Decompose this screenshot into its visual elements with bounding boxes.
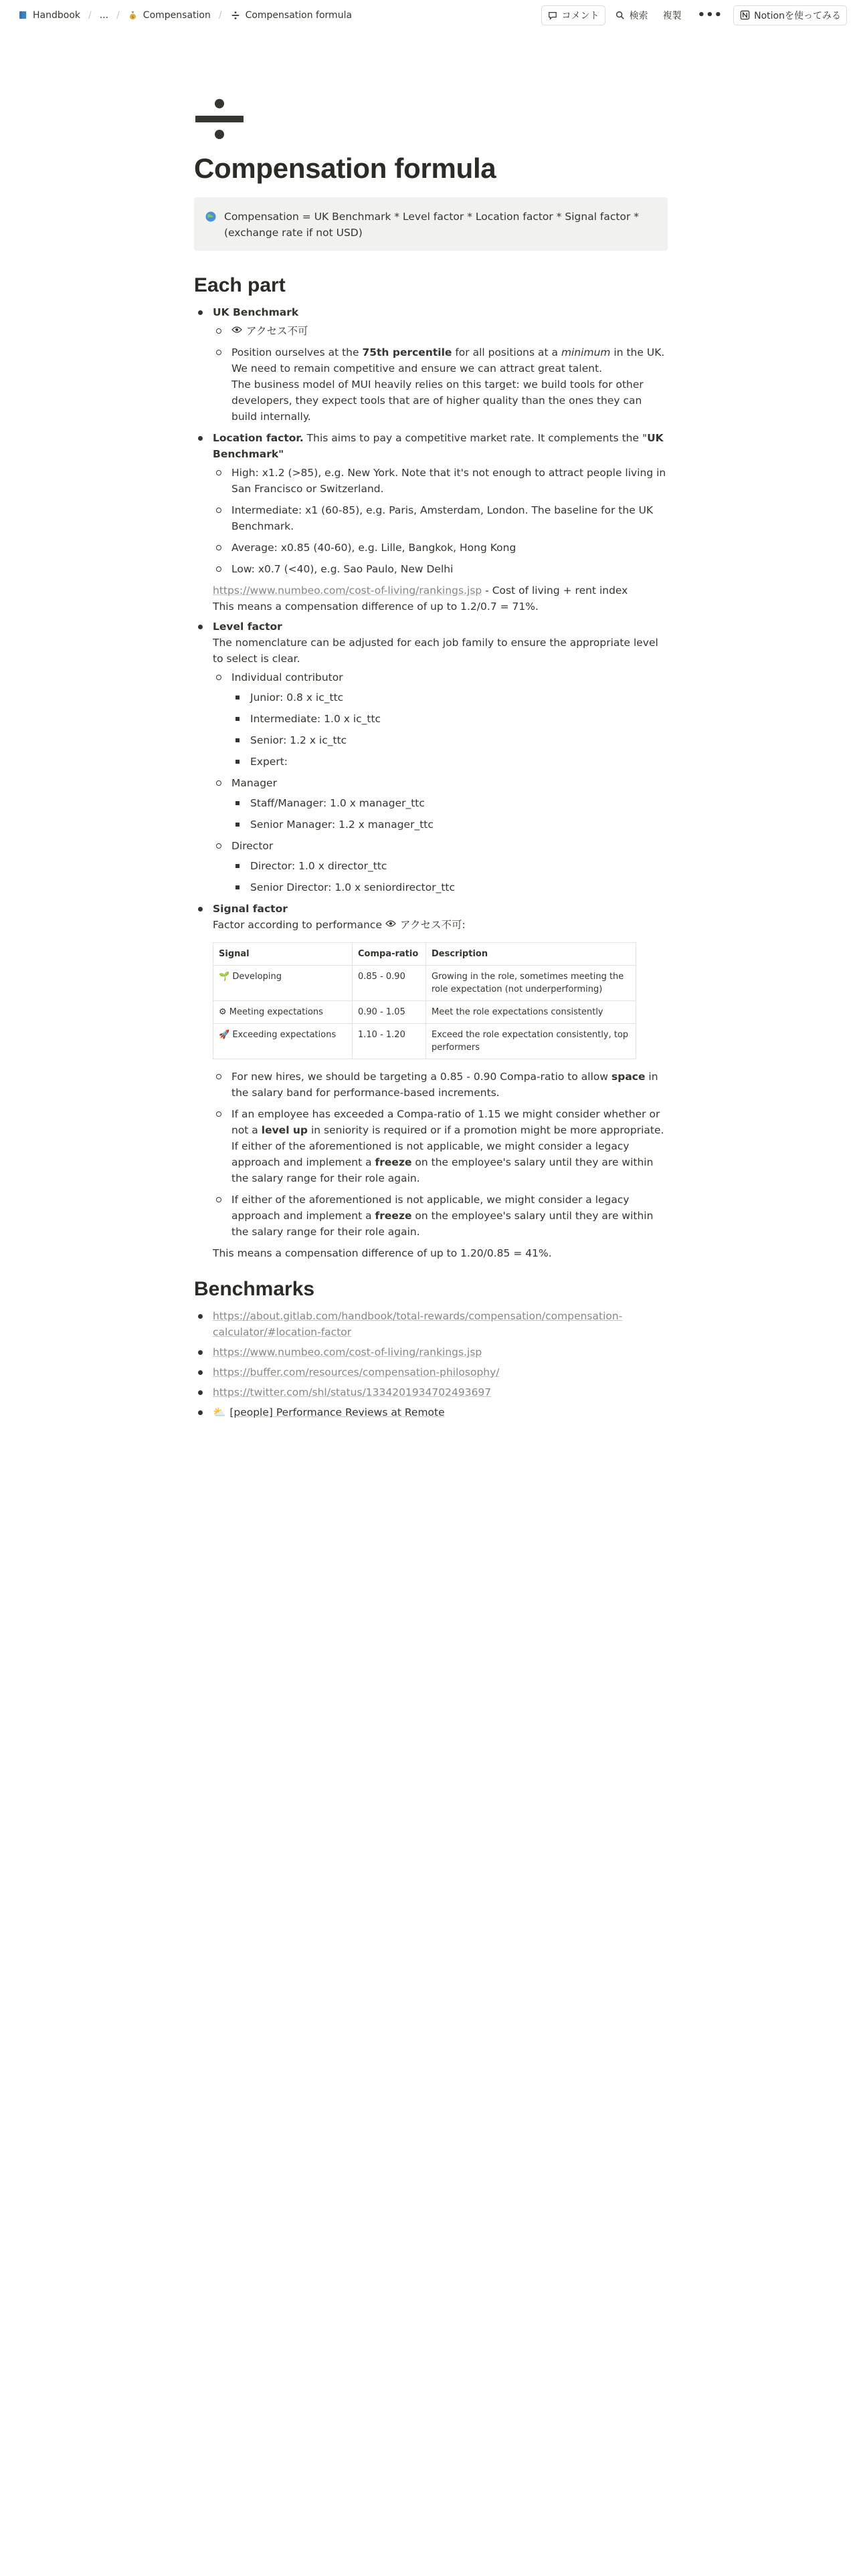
manager-sublist: [231, 795, 668, 833]
signal-factor-sublist: [213, 1069, 668, 1240]
list-item: Director: 1.0 x director_ttc: [231, 858, 668, 874]
breadcrumb-item-current[interactable]: [226, 7, 356, 23]
list-item: [213, 1069, 668, 1101]
breadcrumb-item-ellipsis[interactable]: [96, 7, 112, 23]
table-cell: 0.90 - 1.05: [353, 1001, 426, 1024]
try-notion-label: Notionを使ってみる: [754, 10, 841, 21]
text: for all positions at a: [452, 346, 561, 358]
signal-factor-description: [213, 917, 668, 933]
try-notion-button[interactable]: [733, 5, 847, 25]
text: on the employee's salary until they are within the salary range for their role again.: [231, 1156, 654, 1184]
list-item-level-factor: [194, 619, 668, 895]
breadcrumb-separator: /: [218, 9, 222, 21]
page-mention[interactable]: [213, 1404, 445, 1420]
list-item: Expert:: [231, 754, 668, 770]
text: If an employee has exceeded a Compa-ratio of 1.15 we might consider whether or not a: [231, 1108, 660, 1136]
benchmark-link[interactable]: https://about.gitlab.com/handbook/total-rewards/compensation/compensation-calculator/#location-factor: [213, 1310, 623, 1338]
no-access-mention[interactable]: [385, 917, 466, 933]
text: This aims to pay a competitive market rate. It complements the ": [303, 432, 648, 444]
heading-each-part: Each part: [194, 274, 286, 296]
manager-label: Manager: [231, 777, 277, 789]
breadcrumb-item-compensation[interactable]: [124, 7, 215, 23]
text: If either of the aforementioned is not applicable, we might consider a legacy approach and implement a: [231, 1194, 630, 1222]
list-item: [194, 1384, 668, 1400]
search-icon: [615, 10, 626, 21]
list-item: [194, 1308, 668, 1340]
table-header: Signal: [213, 943, 353, 966]
text: For new hires, we should be targeting a 0.85 - 0.90 Compa-ratio to allow: [231, 1071, 611, 1083]
benchmarks-list: [194, 1308, 668, 1420]
duplicate-label: 複製: [662, 10, 682, 21]
location-factor-sublist: [213, 465, 668, 577]
level-factor-description: The nomenclature can be adjusted for each job family to ensure the appropriate level to select is clear.: [213, 637, 658, 665]
book-icon: [17, 10, 28, 21]
gear-icon: ⚙: [219, 1007, 227, 1017]
breadcrumb-separator: /: [116, 9, 120, 21]
list-item-manager: [213, 775, 668, 833]
search-label: 検索: [629, 10, 648, 21]
duplicate-button[interactable]: [658, 6, 687, 25]
signal-name: Exceeding expectations: [232, 1030, 337, 1040]
list-item: Average: x0.85 (40-60), e.g. Lille, Bangkok, Hong Kong: [213, 540, 668, 556]
spacer: [194, 1265, 668, 1275]
table-header-row: [213, 943, 636, 966]
more-icon: •••: [697, 8, 723, 22]
signal-factor-label: Signal factor: [213, 903, 288, 915]
list-item: Senior: 1.2 x ic_ttc: [231, 732, 668, 748]
notion-logo-icon: [739, 10, 750, 21]
location-factor-heading: [213, 430, 668, 462]
numbeo-link[interactable]: https://www.numbeo.com/cost-of-living/rankings.jsp: [213, 584, 482, 597]
top-bar: [0, 0, 859, 30]
list-item-director: [213, 838, 668, 895]
signal-table: [213, 942, 636, 1059]
parts-list: [194, 304, 668, 1261]
location-diff-text: This means a compensation difference of up to 1.2/0.7 = 71%.: [213, 601, 539, 613]
page-title[interactable]: Compensation formula: [194, 152, 496, 184]
breadcrumb: [13, 7, 356, 23]
table-cell: Meet the role expectations consistently: [426, 1001, 636, 1024]
list-item-location-factor: [194, 430, 668, 615]
list-item: [194, 1364, 668, 1380]
more-options-button[interactable]: [691, 7, 730, 23]
list-item: Intermediate: 1.0 x ic_ttc: [231, 711, 668, 727]
table-row: [213, 1024, 636, 1059]
sprout-icon: 🌱: [219, 972, 230, 982]
page-content: [194, 271, 668, 1424]
breadcrumb-label: Handbook: [33, 9, 80, 21]
list-item: [213, 1192, 668, 1240]
uk-benchmark-paragraph-1: [231, 344, 668, 377]
eye-slash-icon: [231, 323, 242, 339]
list-item-signal-factor: [194, 901, 668, 1261]
text: on the employee's salary until they are within the salary range for their role again.: [231, 1210, 654, 1238]
formula-callout: [194, 197, 668, 251]
numbeo-line: [213, 582, 668, 599]
rocket-icon: 🚀: [219, 1030, 230, 1040]
level-factor-sublist: [213, 669, 668, 895]
level-factor-label: Level factor: [213, 621, 282, 633]
ic-label: Individual contributor: [231, 671, 343, 683]
comment-button[interactable]: [541, 5, 605, 25]
callout-text: Compensation = UK Benchmark * Level factor * Location factor * Signal factor * (exchange rate if not USD): [224, 211, 640, 239]
list-item: Senior Manager: 1.2 x manager_ttc: [231, 817, 668, 833]
text-bold: UK Benchmark: [213, 432, 664, 460]
uk-benchmark-label: UK Benchmark: [213, 306, 299, 318]
signal-name: Developing: [232, 972, 282, 982]
divide-icon[interactable]: [194, 94, 248, 147]
uk-benchmark-description: [213, 344, 668, 425]
benchmark-link[interactable]: https://twitter.com/shl/status/1334201934702493697: [213, 1386, 492, 1398]
text: in seniority is required or if a promotion might be more appropriate. If either of the aforementioned is not applicable, we might consider a legacy approach and implement a: [231, 1124, 664, 1168]
text-bold: freeze: [375, 1210, 412, 1222]
list-item: [194, 1404, 668, 1420]
search-button[interactable]: [609, 6, 654, 25]
breadcrumb-label: ...: [99, 9, 109, 21]
table-cell: 1.10 - 1.20: [353, 1024, 426, 1059]
svg-text:$: $: [132, 15, 134, 20]
uk-benchmark-paragraph-2: The business model of MUI heavily relies on this target: we build tools for other developers, they expect tools that are of higher quality than the ones they can build internally.: [231, 379, 644, 423]
table-cell: Exceed the role expectation consistently, top performers: [426, 1024, 636, 1059]
comment-label: コメント: [561, 10, 599, 21]
location-factor-label: Location factor.: [213, 432, 304, 444]
table-cell: 0.85 - 0.90: [353, 966, 426, 1001]
text: - Cost of living + rent index: [482, 584, 628, 597]
list-item: [194, 1344, 668, 1360]
list-item-individual-contributor: [213, 669, 668, 770]
access-denied-label: アクセス不可: [246, 325, 308, 337]
director-sublist: [231, 858, 668, 895]
list-item: Junior: 0.8 x ic_ttc: [231, 689, 668, 706]
text-bold: freeze: [375, 1156, 412, 1168]
sun-cloud-icon: ⛅: [213, 1406, 226, 1418]
divide-icon: [230, 10, 241, 21]
table-row: [213, 1001, 636, 1024]
signal-name: Meeting expectations: [229, 1007, 323, 1017]
list-item-uk-benchmark: [194, 304, 668, 425]
list-item: [213, 1106, 668, 1186]
director-label: Director: [231, 840, 274, 852]
benchmark-link[interactable]: https://buffer.com/resources/compensation-philosophy/: [213, 1366, 500, 1378]
table-cell: [213, 1024, 353, 1059]
no-access-mention[interactable]: [231, 323, 308, 339]
text: in the UK. We need to remain competitive and ensure we can attract great talent.: [231, 346, 665, 374]
text: Factor according to performance: [213, 919, 382, 931]
access-denied-label: アクセス不可:: [399, 919, 466, 931]
text-italic: minimum: [561, 346, 611, 358]
table-cell: [213, 1001, 353, 1024]
table-header: Compa-ratio: [353, 943, 426, 966]
list-item: Intermediate: x1 (60-85), e.g. Paris, Amsterdam, London. The baseline for the UK Benchmark.: [213, 502, 668, 534]
breadcrumb-item-handbook[interactable]: [13, 7, 84, 23]
money-bag-icon: [128, 10, 138, 21]
table-header: Description: [426, 943, 636, 966]
access-denied-item: [213, 323, 668, 339]
benchmark-link[interactable]: https://www.numbeo.com/cost-of-living/rankings.jsp: [213, 1346, 482, 1358]
topbar-actions: [541, 5, 847, 25]
breadcrumb-label: Compensation formula: [245, 9, 353, 21]
text-bold: ": [278, 448, 284, 460]
ic-sublist: [231, 689, 668, 770]
heading-benchmarks: Benchmarks: [194, 1278, 315, 1300]
list-item: Senior Director: 1.0 x seniordirector_ttc: [231, 879, 668, 895]
text: in the salary band for performance-based increments.: [231, 1071, 658, 1099]
table-cell: Growing in the role, sometimes meeting the role expectation (not underperforming): [426, 966, 636, 1001]
list-item: Staff/Manager: 1.0 x manager_ttc: [231, 795, 668, 811]
text-bold: 75th percentile: [362, 346, 452, 358]
eye-slash-icon: [385, 917, 396, 933]
table-cell: [213, 966, 353, 1001]
uk-benchmark-sublist: [213, 323, 668, 425]
globe-icon: [205, 211, 217, 240]
breadcrumb-separator: /: [88, 9, 92, 21]
text-bold: level up: [261, 1124, 308, 1136]
table-row: [213, 966, 636, 1001]
page-mention-label: [people] Performance Reviews at Remote: [229, 1406, 445, 1418]
comment-icon: [547, 10, 558, 21]
list-item: High: x1.2 (>85), e.g. New York. Note that it's not enough to attract people living in San Francisco or Switzerland.: [213, 465, 668, 497]
text: Position ourselves at the: [231, 346, 363, 358]
signal-diff-text: This means a compensation difference of up to 1.20/0.85 = 41%.: [213, 1247, 552, 1259]
breadcrumb-label: Compensation: [142, 9, 211, 21]
text-bold: space: [611, 1071, 646, 1083]
list-item: Low: x0.7 (<40), e.g. Sao Paulo, New Delhi: [213, 561, 668, 577]
